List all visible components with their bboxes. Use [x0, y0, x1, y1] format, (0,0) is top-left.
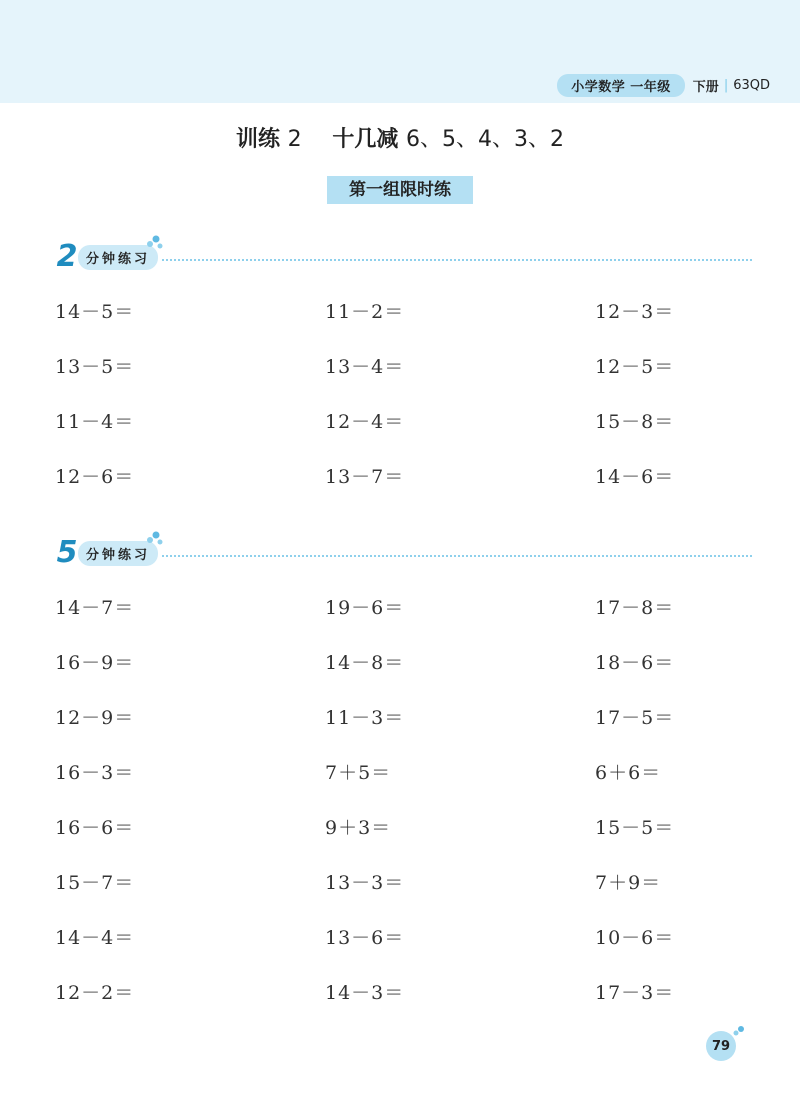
- math-problem: 12－9＝: [55, 707, 135, 729]
- math-problem: 12－3＝: [595, 301, 675, 323]
- group-subtitle: 第一组限时练: [327, 176, 473, 204]
- math-problem: 14－6＝: [595, 466, 675, 488]
- time-badge: [52, 535, 158, 570]
- math-problem: 12－6＝: [55, 466, 135, 488]
- math-problem: 13－3＝: [325, 872, 405, 894]
- volume-label: 下册: [692, 79, 719, 95]
- section-header-5min: [52, 532, 752, 572]
- grade-label: 小学数学 一年级: [557, 74, 685, 97]
- math-problem: 14－3＝: [325, 982, 405, 1004]
- math-problem: 12－5＝: [595, 356, 675, 378]
- math-problem: 17－3＝: [595, 982, 675, 1004]
- book-code: 63QD: [733, 77, 770, 93]
- page-number: 79: [706, 1031, 736, 1061]
- header-bar: [557, 74, 770, 96]
- math-problem: 15－5＝: [595, 817, 675, 839]
- math-problem: 17－5＝: [595, 707, 675, 729]
- math-problem: 9＋3＝: [325, 817, 392, 839]
- math-problem: 10－6＝: [595, 927, 675, 949]
- badge-minutes: 2: [56, 239, 78, 274]
- problem-grid-5min: [55, 593, 755, 1033]
- badge-minutes: 5: [56, 535, 78, 570]
- badge-label: 分钟练习: [78, 245, 158, 270]
- page-title: [0, 122, 800, 153]
- time-badge: [52, 239, 158, 274]
- title-prefix: 训练: [235, 127, 280, 152]
- problem-grid-2min: [55, 297, 755, 517]
- math-problem: 13－6＝: [325, 927, 405, 949]
- math-problem: 12－4＝: [325, 411, 405, 433]
- header-separator: |: [723, 77, 729, 93]
- math-problem: 14－7＝: [55, 597, 135, 619]
- math-problem: 6＋6＝: [595, 762, 662, 784]
- math-problem: 19－6＝: [325, 597, 405, 619]
- math-problem: 16－6＝: [55, 817, 135, 839]
- water-drop-icon: [732, 1024, 746, 1038]
- math-problem: 13－7＝: [325, 466, 405, 488]
- math-problem: 14－4＝: [55, 927, 135, 949]
- dotted-divider: [162, 555, 752, 557]
- badge-label: 分钟练习: [78, 541, 158, 566]
- math-problem: 16－3＝: [55, 762, 135, 784]
- subtitle-wrap: [0, 176, 800, 204]
- math-problem: 16－9＝: [55, 652, 135, 674]
- math-problem: 17－8＝: [595, 597, 675, 619]
- math-problem: 12－2＝: [55, 982, 135, 1004]
- water-drop-icon: [144, 528, 164, 548]
- math-problem: 11－2＝: [325, 301, 405, 323]
- math-problem: 18－6＝: [595, 652, 675, 674]
- math-problem: 13－5＝: [55, 356, 135, 378]
- math-problem: 15－7＝: [55, 872, 135, 894]
- math-problem: 7＋9＝: [595, 872, 662, 894]
- title-number: 2: [287, 127, 302, 152]
- math-problem: 11－4＝: [55, 411, 135, 433]
- math-problem: 14－8＝: [325, 652, 405, 674]
- math-problem: 13－4＝: [325, 356, 405, 378]
- title-topic: 十几减: [332, 127, 399, 152]
- math-problem: 7＋5＝: [325, 762, 392, 784]
- math-problem: 11－3＝: [325, 707, 405, 729]
- dotted-divider: [162, 259, 752, 261]
- title-numbers: 6、5、4、3、2: [406, 127, 564, 152]
- math-problem: 14－5＝: [55, 301, 135, 323]
- section-header-2min: [52, 236, 752, 276]
- math-problem: 15－8＝: [595, 411, 675, 433]
- water-drop-icon: [144, 232, 164, 252]
